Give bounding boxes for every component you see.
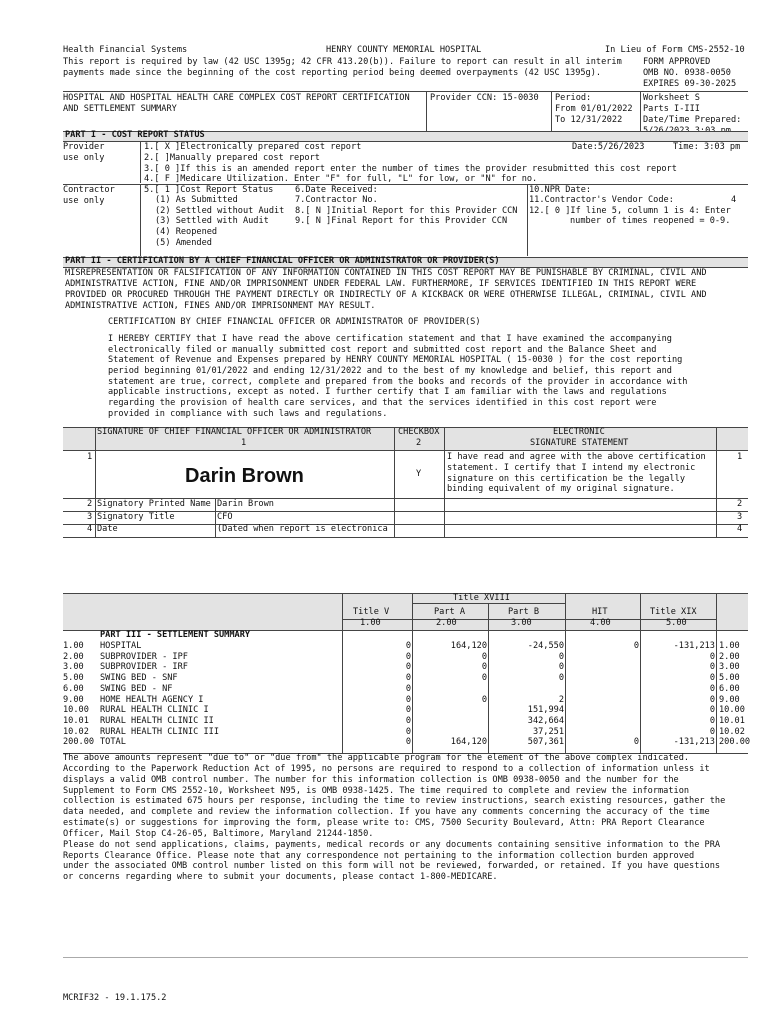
row-label: RURAL HEALTH CLINIC I bbox=[100, 705, 209, 715]
row-value-col-5: -131,213 bbox=[673, 641, 715, 651]
row-label: RURAL HEALTH CLINIC III bbox=[100, 727, 219, 737]
report-subtitle: AND SETTLEMENT SUMMARY bbox=[63, 104, 177, 114]
warning-line-3: PROVIDED OR PROCURED THROUGH THE PAYMENT DIRECTLY OR INDIRECTLY OF A KICKBACK OR WERE OTHERWISE ILLEGAL, CRIMINAL, CIVIL AND bbox=[65, 290, 707, 300]
worksheet-id: Worksheet S bbox=[643, 93, 700, 103]
column-rule bbox=[488, 630, 489, 753]
row-value-col-3: 2 bbox=[558, 695, 564, 705]
col-part-b: Part B bbox=[508, 607, 540, 617]
row-value-col-5: 0 bbox=[709, 727, 715, 737]
row-value-col-1: 0 bbox=[405, 705, 411, 715]
cert-line-6: applicable instructions, except as noted. I further certify that I am familiar with the laws and regulations bbox=[108, 387, 667, 397]
row-value-col-2: 164,120 bbox=[450, 737, 487, 747]
paperwork-line-3: Supplement to Form CMS 2552-10, Worksheet N95, is OMB 0938-1425. The time required to complete and review the information bbox=[63, 786, 690, 796]
row-value-col-2: 0 bbox=[481, 695, 487, 705]
row-value-col-5: 0 bbox=[709, 695, 715, 705]
cert-line-2: electronically filed or manually submitted cost report and submitted cost report and the Balance Sheet and bbox=[108, 345, 657, 355]
p1-line-10: 10.NPR Date: bbox=[529, 185, 592, 195]
row-label: RURAL HEALTH CLINIC II bbox=[100, 716, 214, 726]
p1-line-1: 1.[ X ]Electronically prepared cost report bbox=[144, 142, 362, 152]
notice-line-1: This report is required by law (42 USC 1395g; 42 CFR 413.20(b)). Failure to report can result in all interim bbox=[63, 57, 622, 67]
row-value-col-3: 342,664 bbox=[527, 716, 564, 726]
statement-col-header-2: SIGNATURE STATEMENT bbox=[530, 438, 629, 448]
contractor-use-label-2: use only bbox=[63, 196, 105, 206]
row-label: SWING BED - SNF bbox=[100, 673, 178, 683]
cert-title: CERTIFICATION BY CHIEF FINANCIAL OFFICER OR ADMINISTRATOR OF PROVIDER(S) bbox=[108, 317, 481, 327]
row-value-col-1: 0 bbox=[405, 695, 411, 705]
row-line-number: 10.02 bbox=[63, 727, 89, 737]
col-title-xix: Title XIX bbox=[650, 607, 697, 617]
signatory-title-label: Signatory Title bbox=[97, 512, 175, 522]
cert-line-5: statement are true, correct, complete and prepared from the books and records of the provider in accordance with bbox=[108, 377, 688, 387]
row-value-col-5: -131,213 bbox=[673, 737, 715, 747]
row-line-number: 5.00 bbox=[63, 673, 84, 683]
paperwork-line-11: or concerns regarding where to submit your documents, please contact 1-800-MEDICARE. bbox=[63, 872, 498, 882]
header-form: In Lieu of Form CMS-2552-10 bbox=[605, 45, 745, 55]
report-title: HOSPITAL AND HOSPITAL HEALTH CARE COMPLEX COST REPORT CERTIFICATION bbox=[63, 93, 410, 103]
header-org: Health Financial Systems bbox=[63, 45, 188, 55]
row-line-number-right: 10.01 bbox=[719, 716, 745, 726]
part3-heading: PART III - SETTLEMENT SUMMARY bbox=[100, 630, 251, 640]
worksheet-parts: Parts I-III bbox=[643, 104, 700, 114]
paperwork-line-10: under the associated OMB control number listed on this form will not be reviewed, forwarded, or retained. If you have questions bbox=[63, 861, 721, 871]
sig-row-4-right: 4 bbox=[737, 524, 743, 534]
row-line-number: 10.01 bbox=[63, 716, 89, 726]
printed-name-value: Darin Brown bbox=[217, 499, 274, 509]
row-value-col-4: 0 bbox=[633, 641, 639, 651]
row-value-col-1: 0 bbox=[405, 716, 411, 726]
row-line-number-right: 1.00 bbox=[719, 641, 740, 651]
row-value-col-2: 0 bbox=[481, 652, 487, 662]
row-value-col-3: 0 bbox=[558, 662, 564, 672]
cert-line-3: Statement of Revenue and Expenses prepared by HENRY COUNTY MEMORIAL HOSPITAL ( 15-0030 ) for the cost reporting bbox=[108, 355, 683, 365]
settlement-note: The above amounts represent "due to" or "due from" the applicable program for the element of the above complex indicated. bbox=[63, 753, 690, 763]
period-to: To 12/31/2022 bbox=[555, 115, 623, 125]
expiration: EXPIRES 09-30-2025 bbox=[643, 79, 737, 89]
warning-line-1: MISREPRESENTATION OR FALSIFICATION OF ANY INFORMATION CONTAINED IN THIS COST REPORT MAY BE PUNISHABLE BY CRIMINAL, CIVIL AND bbox=[65, 268, 707, 278]
p1-line-6: 6.Date Received: bbox=[295, 185, 378, 195]
part2-heading: PART II - CERTIFICATION BY A CHIEF FINANCIAL OFFICER OR ADMINISTRATOR OR PROVIDER(S) bbox=[65, 256, 500, 266]
paperwork-line-1: According to the Paperwork Reduction Act of 1995, no persons are required to respond to a collection of information unless it bbox=[63, 764, 710, 774]
row-value-col-5: 0 bbox=[709, 662, 715, 672]
sig-row-2-num: 2 bbox=[87, 499, 93, 509]
row-value-col-5: 0 bbox=[709, 705, 715, 715]
row-line-number: 9.00 bbox=[63, 695, 84, 705]
period-label: Period: bbox=[555, 93, 592, 103]
checkbox-col-num: 2 bbox=[416, 438, 422, 448]
row-label: HOSPITAL bbox=[100, 641, 142, 651]
column-rule bbox=[412, 630, 413, 753]
col-part-a: Part A bbox=[434, 607, 466, 617]
row-line-number: 3.00 bbox=[63, 662, 84, 672]
row-value-col-2: 0 bbox=[481, 673, 487, 683]
colnum-1: 1.00 bbox=[360, 618, 381, 628]
statement-col-header: ELECTRONIC bbox=[553, 427, 605, 437]
prepared-label: Date/Time Prepared: bbox=[643, 115, 742, 125]
row-label: SUBPROVIDER - IRF bbox=[100, 662, 188, 672]
row-label: SUBPROVIDER - IPF bbox=[100, 652, 188, 662]
header-hospital: HENRY COUNTY MEMORIAL HOSPITAL bbox=[326, 45, 482, 55]
row-value-col-3: 0 bbox=[558, 652, 564, 662]
statement-line-3: signature on this certification be the legally bbox=[447, 474, 685, 484]
row-line-number-right: 200.00 bbox=[719, 737, 751, 747]
sig-row-1-right: 1 bbox=[737, 452, 743, 462]
omb-number: OMB NO. 0938-0050 bbox=[643, 68, 731, 78]
cert-line-1: I HEREBY CERTIFY that I have read the above certification statement and that I have examined the accompanying bbox=[108, 334, 672, 344]
row-value-col-2: 0 bbox=[481, 662, 487, 672]
row-label: TOTAL bbox=[100, 737, 126, 747]
row-value-col-1: 0 bbox=[405, 737, 411, 747]
p1-line-8: 8.[ N ]Initial Report for this Provider CCN bbox=[295, 206, 518, 216]
sig-row-3-num: 3 bbox=[87, 512, 93, 522]
statement-line-4: binding equivalent of my original signature. bbox=[447, 484, 675, 494]
row-value-col-5: 0 bbox=[709, 652, 715, 662]
sig-col-header: SIGNATURE OF CHIEF FINANCIAL OFFICER OR ADMINISTRATOR bbox=[97, 427, 372, 437]
colnum-2: 2.00 bbox=[436, 618, 457, 628]
p1-line-4: 4.[ F ]Medicare Utilization. Enter "F" for full, "L" for low, or "N" for no. bbox=[144, 174, 538, 184]
colnum-3: 3.00 bbox=[511, 618, 532, 628]
vendor-code: 4 bbox=[731, 195, 737, 205]
statement-line-2: statement. I certify that I intend my electronic bbox=[447, 463, 696, 473]
row-value-col-1: 0 bbox=[405, 673, 411, 683]
sig-col-num: 1 bbox=[241, 438, 247, 448]
row-value-col-1: 0 bbox=[405, 662, 411, 672]
sig-row-4-num: 4 bbox=[87, 524, 93, 534]
provider-use-label-2: use only bbox=[63, 153, 105, 163]
row-value-col-3: 37,251 bbox=[532, 727, 564, 737]
paperwork-line-2: displays a valid OMB control number. The number for this information collection is OMB 0938-0050 and the number for the bbox=[63, 775, 679, 785]
p1-line-1-time: Time: 3:03 pm bbox=[673, 142, 741, 152]
column-rule bbox=[716, 630, 717, 753]
part1-heading: PART I - COST REPORT STATUS bbox=[65, 130, 205, 140]
form-approved: FORM APPROVED bbox=[643, 57, 711, 67]
p1-line-11: 11.Contractor's Vendor Code: bbox=[529, 195, 674, 205]
paperwork-line-4: collection is estimated 675 hours per response, including the time to review instructions, search existing resources, gather the bbox=[63, 796, 726, 806]
row-value-col-1: 0 bbox=[405, 652, 411, 662]
warning-line-4: ADMINISTRATIVE ACTION, FINES AND/OR IMPRISONMENT MAY RESULT. bbox=[65, 301, 376, 311]
date-value: (Dated when report is electronica bbox=[217, 524, 388, 534]
checkbox-value: Y bbox=[416, 469, 422, 479]
colnum-4: 4.00 bbox=[590, 618, 611, 628]
statement-line-1: I have read and agree with the above certification bbox=[447, 452, 706, 462]
row-value-col-4: 0 bbox=[633, 737, 639, 747]
paperwork-line-9: Reports Clearance Office. Please note that any correspondence not pertaining to the information collection burden approved bbox=[63, 851, 695, 861]
row-line-number-right: 10.00 bbox=[719, 705, 745, 715]
row-value-col-1: 0 bbox=[405, 641, 411, 651]
row-line-number-right: 2.00 bbox=[719, 652, 740, 662]
row-line-number: 2.00 bbox=[63, 652, 84, 662]
col-title-v: Title V bbox=[353, 607, 390, 617]
row-label: HOME HEALTH AGENCY I bbox=[100, 695, 204, 705]
row-value-col-3: 507,361 bbox=[527, 737, 564, 747]
p1-line-2: 2.[ ]Manually prepared cost report bbox=[144, 153, 320, 163]
row-value-col-5: 0 bbox=[709, 716, 715, 726]
p1-line-12: 12.[ 0 ]If line 5, column 1 is 4: Enter bbox=[529, 206, 731, 216]
row-value-col-5: 0 bbox=[709, 673, 715, 683]
status-option-1: (1) As Submitted bbox=[155, 195, 238, 205]
signatory-title-value: CFO bbox=[217, 512, 233, 522]
row-value-col-5: 0 bbox=[709, 684, 715, 694]
row-line-number-right: 9.00 bbox=[719, 695, 740, 705]
title-xviii-header: Title XVIII bbox=[453, 593, 510, 603]
column-rule bbox=[342, 630, 343, 753]
status-option-5: (5) Amended bbox=[155, 238, 212, 248]
row-line-number: 200.00 bbox=[63, 737, 95, 747]
status-option-2: (2) Settled without Audit bbox=[155, 206, 285, 216]
sig-row-3-right: 3 bbox=[737, 512, 743, 522]
provider-use-label: Provider bbox=[63, 142, 105, 152]
notice-line-2: payments made since the beginning of the cost reporting period being deemed overpayments (42 USC 1395g). bbox=[63, 68, 602, 78]
row-value-col-3: 151,994 bbox=[527, 705, 564, 715]
row-line-number: 10.00 bbox=[63, 705, 89, 715]
cert-line-8: provided in compliance with such laws and regulations. bbox=[108, 409, 388, 419]
signature: Darin Brown bbox=[185, 465, 304, 487]
row-line-number-right: 3.00 bbox=[719, 662, 740, 672]
period-from: From 01/01/2022 bbox=[555, 104, 633, 114]
checkbox-col-header: CHECKBOX bbox=[398, 427, 440, 437]
status-option-3: (3) Settled with Audit bbox=[155, 216, 269, 226]
row-value-col-3: -24,550 bbox=[527, 641, 564, 651]
p1-line-5: 5.[ 1 ]Cost Report Status bbox=[144, 185, 274, 195]
row-value-col-1: 0 bbox=[405, 727, 411, 737]
row-line-number-right: 5.00 bbox=[719, 673, 740, 683]
p1-line-3: 3.[ 0 ]If this is an amended report enter the number of times the provider resubmitted this cost report bbox=[144, 164, 677, 174]
row-label: SWING BED - NF bbox=[100, 684, 173, 694]
sig-row-1-num: 1 bbox=[87, 452, 93, 462]
col-hit: HIT bbox=[592, 607, 608, 617]
column-rule bbox=[640, 630, 641, 753]
status-option-4: (4) Reopened bbox=[155, 227, 218, 237]
p1-line-1-date: Date:5/26/2023 bbox=[572, 142, 645, 152]
paperwork-line-6: estimate(s) or suggestions for improving the form, please write to: CMS, 7500 Security Boulevard, Attn: PRA Report Clearance bbox=[63, 818, 705, 828]
row-value-col-3: 0 bbox=[558, 673, 564, 683]
row-line-number: 1.00 bbox=[63, 641, 84, 651]
row-value-col-2: 164,120 bbox=[450, 641, 487, 651]
cert-line-4: period beginning 01/01/2022 and ending 12/31/2022 and to the best of my knowledge and belief, this report and bbox=[108, 366, 672, 376]
row-line-number: 6.00 bbox=[63, 684, 84, 694]
warning-line-2: ADMINISTRATIVE ACTION, FINE AND/OR IMPRISONMENT UNDER FEDERAL LAW. FURTHERMORE, IF SERVICES IDENTIFIED IN THIS REPORT WERE bbox=[65, 279, 697, 289]
p1-line-12b: number of times reopened = 0-9. bbox=[570, 216, 731, 226]
paperwork-line-8: Please do not send applications, claims, payments, medical records or any documents containing sensitive information to the PRA bbox=[63, 840, 721, 850]
paperwork-line-5: data needed, and complete and review the information collection. If you have any comments concerning the accuracy of the time bbox=[63, 807, 710, 817]
printed-name-label: Signatory Printed Name bbox=[97, 499, 211, 509]
cert-line-7: regarding the provision of health care services, and that the services identified in this cost report were bbox=[108, 398, 657, 408]
row-value-col-1: 0 bbox=[405, 684, 411, 694]
row-line-number-right: 10.02 bbox=[719, 727, 745, 737]
p1-line-9: 9.[ N ]Final Report for this Provider CCN bbox=[295, 216, 508, 226]
colnum-5: 5.00 bbox=[666, 618, 687, 628]
date-label: Date bbox=[97, 524, 118, 534]
paperwork-line-7: Officer, Mail Stop C4-26-05, Baltimore, Maryland 21244-1850. bbox=[63, 829, 374, 839]
row-line-number-right: 6.00 bbox=[719, 684, 740, 694]
contractor-use-label: Contractor bbox=[63, 185, 115, 195]
sig-row-2-right: 2 bbox=[737, 499, 743, 509]
provider-ccn: Provider CCN: 15-0030 bbox=[430, 93, 539, 103]
p1-line-7: 7.Contractor No. bbox=[295, 195, 378, 205]
column-rule bbox=[565, 630, 566, 753]
footer-code: MCRIF32 - 19.1.175.2 bbox=[63, 993, 167, 1003]
